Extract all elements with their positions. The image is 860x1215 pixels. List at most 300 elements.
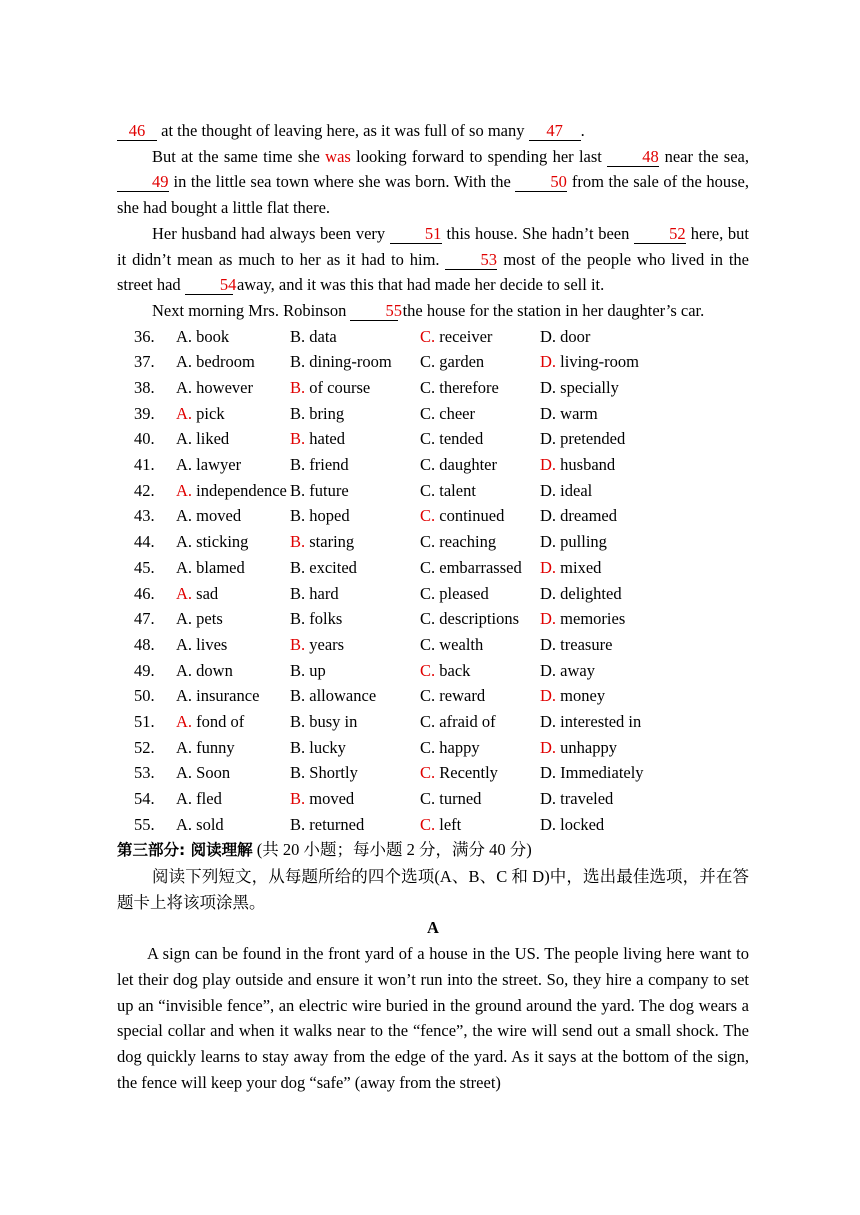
option-text: specially	[560, 378, 619, 397]
option-letter: C.	[420, 429, 436, 449]
option-text: lawyer	[196, 455, 242, 475]
option-letter: D.	[540, 583, 557, 603]
option-c	[420, 375, 540, 401]
option-a	[176, 812, 290, 838]
option-text: pleased	[439, 583, 489, 603]
option-text: locked	[560, 814, 605, 834]
question-row-53	[117, 760, 749, 786]
option-c	[420, 786, 540, 812]
option-c	[420, 401, 540, 427]
option-b	[290, 760, 420, 786]
option-letter: C.	[420, 609, 436, 629]
answer-letter: A.	[176, 583, 193, 603]
answer-letter: D.	[540, 686, 557, 706]
option-d	[540, 709, 660, 735]
option-text: door	[560, 326, 591, 346]
question-row-47	[117, 606, 749, 632]
question-number: 51.	[134, 711, 155, 731]
answer-letter: D.	[540, 609, 557, 629]
option-text: blamed	[196, 557, 245, 577]
option-text: reaching	[439, 532, 497, 552]
option-a	[176, 452, 290, 478]
option-letter: C.	[420, 583, 436, 603]
option-letter: B.	[290, 557, 306, 577]
option-text: sticking	[196, 532, 249, 552]
option-d	[540, 812, 660, 838]
option-text: unhappy	[560, 737, 617, 757]
answer-letter: C.	[420, 763, 436, 783]
option-letter: D.	[540, 480, 557, 500]
question-row-36	[117, 324, 749, 350]
option-letter: C.	[420, 686, 436, 706]
option-letter: B.	[290, 660, 306, 680]
option-b	[290, 401, 420, 427]
option-d	[540, 683, 660, 709]
option-text: interested in	[560, 711, 642, 731]
option-text: busy in	[309, 711, 358, 731]
question-list	[117, 324, 749, 838]
option-c	[420, 632, 540, 658]
question-number: 52.	[134, 737, 155, 757]
option-c	[420, 503, 540, 529]
question-row-52	[117, 735, 749, 761]
option-letter: B.	[290, 352, 306, 372]
option-c	[420, 709, 540, 735]
option-text: away	[560, 660, 595, 680]
question-number: 41.	[134, 455, 155, 475]
option-text: money	[560, 686, 606, 706]
highlighted-was: was	[325, 146, 351, 166]
option-letter: D.	[540, 403, 557, 423]
option-text: down	[196, 660, 233, 680]
option-d	[540, 632, 660, 658]
option-d	[540, 426, 660, 452]
option-text: happy	[439, 737, 480, 757]
option-a	[176, 324, 290, 350]
option-text: pulling	[560, 532, 607, 552]
option-letter: A.	[176, 634, 193, 654]
option-d	[540, 324, 660, 350]
option-c	[420, 812, 540, 838]
document-content	[117, 118, 749, 1095]
question-row-55	[117, 812, 749, 838]
option-c	[420, 324, 540, 350]
option-letter: D.	[540, 711, 557, 731]
option-b	[290, 581, 420, 607]
option-d	[540, 735, 660, 761]
answer-letter: D.	[540, 352, 557, 372]
option-text: ideal	[560, 480, 593, 500]
option-d	[540, 349, 660, 375]
option-text: bedroom	[196, 352, 255, 372]
question-row-43	[117, 503, 749, 529]
question-row-41	[117, 452, 749, 478]
option-text: up	[309, 660, 326, 680]
question-number: 46.	[134, 583, 155, 603]
option-b	[290, 709, 420, 735]
option-b	[290, 812, 420, 838]
question-number: 42.	[134, 480, 155, 500]
passage-a-heading: A	[427, 918, 439, 938]
option-b	[290, 349, 420, 375]
option-letter: D.	[540, 532, 557, 552]
option-a	[176, 529, 290, 555]
question-row-39	[117, 401, 749, 427]
option-a	[176, 760, 290, 786]
option-letter: A.	[176, 429, 193, 449]
answer-letter: C.	[420, 506, 436, 526]
option-text: delighted	[560, 583, 622, 603]
option-text: turned	[439, 789, 482, 808]
option-text: staring	[309, 532, 355, 552]
option-text: traveled	[560, 789, 614, 808]
answer-letter: C.	[420, 814, 436, 834]
option-text: of course	[309, 378, 371, 397]
question-row-54	[117, 786, 749, 812]
option-text: bring	[309, 403, 345, 423]
option-text: Shortly	[309, 763, 358, 783]
option-letter: C.	[420, 789, 436, 808]
option-c	[420, 760, 540, 786]
option-text: wealth	[439, 634, 484, 654]
option-text: moved	[196, 506, 242, 526]
option-d	[540, 375, 660, 401]
option-letter: B.	[290, 686, 306, 706]
passage-a-text: A sign can be found in the front yard of a house in the US. The people living here want to let their dog play outside and ensure it won’t run into the street. So, they hire a company to set up an “invisible fence”, an electric wire buried in the ground around the yard. The dog wears a special collar and when it walks near to the “fence”, the wire will send out a small shock. The dog quickly learns to stay away from the edge of the yard. As it says at the bottom of the sign, the fence will keep your dog “safe” (away from the street)	[117, 944, 749, 1092]
option-letter: D.	[540, 789, 557, 808]
option-b	[290, 735, 420, 761]
option-text: treasure	[560, 634, 613, 654]
option-letter: B.	[290, 609, 306, 629]
option-letter: A.	[176, 455, 193, 475]
option-text: lucky	[309, 737, 346, 757]
option-c	[420, 452, 540, 478]
option-text: Immediately	[560, 763, 644, 783]
option-text: dreamed	[560, 506, 617, 526]
option-letter: C.	[420, 557, 436, 577]
option-text: warm	[560, 403, 598, 423]
question-row-40	[117, 426, 749, 452]
question-number: 43.	[134, 506, 155, 526]
option-d	[540, 581, 660, 607]
option-d	[540, 503, 660, 529]
question-number: 49.	[134, 660, 155, 680]
option-letter: B.	[290, 506, 306, 526]
option-letter: D.	[540, 814, 557, 834]
option-text: mixed	[560, 557, 602, 577]
question-number: 40.	[134, 429, 155, 449]
answer-letter: C.	[420, 326, 436, 346]
blank-48: 48	[607, 147, 659, 167]
option-text: garden	[439, 352, 485, 372]
option-letter: A.	[176, 532, 193, 552]
option-text: funny	[196, 737, 235, 757]
option-letter: A.	[176, 737, 193, 757]
option-letter: A.	[176, 763, 193, 783]
option-letter: C.	[420, 532, 436, 552]
option-c	[420, 426, 540, 452]
question-number: 54.	[134, 789, 155, 808]
option-d	[540, 478, 660, 504]
option-letter: B.	[290, 763, 306, 783]
option-c	[420, 555, 540, 581]
option-text: left	[439, 814, 462, 834]
option-letter: D.	[540, 763, 557, 783]
option-a	[176, 349, 290, 375]
blank-53: 53	[445, 250, 497, 270]
option-text: fled	[196, 789, 222, 808]
blank-52: 52	[634, 224, 686, 244]
question-row-49	[117, 658, 749, 684]
option-text: however	[196, 378, 253, 397]
option-text: hated	[309, 429, 345, 449]
question-row-37	[117, 349, 749, 375]
option-b	[290, 555, 420, 581]
option-text: pretended	[560, 429, 626, 449]
option-d	[540, 760, 660, 786]
option-b	[290, 658, 420, 684]
option-text: memories	[560, 609, 626, 629]
option-a	[176, 632, 290, 658]
option-letter: A.	[176, 660, 193, 680]
blank-49: 49	[117, 172, 169, 192]
option-letter: B.	[290, 737, 306, 757]
option-c	[420, 529, 540, 555]
option-text: daughter	[439, 455, 497, 475]
option-text: excited	[309, 557, 357, 577]
option-text: continued	[439, 506, 505, 526]
blank-51: 51	[390, 224, 442, 244]
option-letter: D.	[540, 660, 557, 680]
option-text: friend	[309, 455, 349, 475]
option-letter: A.	[176, 609, 193, 629]
option-d	[540, 452, 660, 478]
option-letter: B.	[290, 814, 306, 834]
answer-letter: B.	[290, 634, 306, 654]
blank-50: 50	[515, 172, 567, 192]
option-text: Soon	[196, 763, 231, 783]
option-letter: C.	[420, 480, 436, 500]
answer-letter: D.	[540, 557, 557, 577]
option-letter: C.	[420, 352, 436, 372]
question-number: 39.	[134, 403, 155, 423]
option-letter: A.	[176, 789, 193, 808]
passage-line-46-47: 46 at the thought of leaving here, as it was full of so many 47 .	[117, 118, 749, 144]
option-text: returned	[309, 814, 365, 834]
blank-55: 55	[350, 301, 398, 321]
option-letter: D.	[540, 429, 557, 449]
option-a	[176, 786, 290, 812]
option-c	[420, 581, 540, 607]
option-letter: A.	[176, 814, 193, 834]
answer-letter: C.	[420, 660, 436, 680]
option-text: insurance	[196, 686, 260, 706]
option-text: dining-room	[309, 352, 392, 372]
option-letter: C.	[420, 634, 436, 654]
option-a	[176, 735, 290, 761]
option-a	[176, 401, 290, 427]
option-text: allowance	[309, 686, 377, 706]
option-text: Recently	[439, 763, 498, 783]
option-text: future	[309, 480, 349, 500]
answer-letter: B.	[290, 532, 306, 552]
question-row-42	[117, 478, 749, 504]
option-b	[290, 683, 420, 709]
question-number: 36.	[134, 326, 155, 346]
option-letter: C.	[420, 455, 436, 475]
question-number: 48.	[134, 634, 155, 654]
option-letter: B.	[290, 455, 306, 475]
answer-letter: D.	[540, 737, 557, 757]
option-a	[176, 606, 290, 632]
question-row-50	[117, 683, 749, 709]
section-3-info: (共 20 小题；每小题 2 分，满分 40 分)	[252, 840, 532, 860]
option-text: independence	[196, 480, 287, 500]
option-b	[290, 632, 420, 658]
option-b	[290, 786, 420, 812]
option-a	[176, 555, 290, 581]
passage-paragraph-2: But at the same time she was looking forward to spending her last 48 near the sea, 49 in the little sea town where she was born. With the 50 from the sale of the house, she had bought a little flat there.	[117, 146, 750, 218]
option-text: years	[309, 634, 345, 654]
option-a	[176, 709, 290, 735]
option-text: talent	[439, 480, 476, 500]
option-text: descriptions	[439, 609, 520, 629]
option-letter: C.	[420, 711, 436, 731]
option-text: tended	[439, 429, 484, 449]
answer-letter: A.	[176, 403, 193, 423]
option-letter: D.	[540, 506, 557, 526]
option-letter: A.	[176, 326, 193, 346]
section-3-title: 第三部分: 阅读理解	[117, 841, 253, 860]
option-d	[540, 401, 660, 427]
question-number: 38.	[134, 378, 155, 397]
option-letter: B.	[290, 583, 306, 603]
option-text: liked	[196, 429, 230, 449]
option-letter: B.	[290, 403, 306, 423]
option-text: sold	[196, 814, 224, 834]
option-text: book	[196, 326, 230, 346]
option-text: folks	[309, 609, 343, 629]
option-text: moved	[309, 789, 355, 808]
option-c	[420, 349, 540, 375]
option-letter: D.	[540, 634, 557, 654]
option-letter: A.	[176, 378, 193, 397]
option-b	[290, 529, 420, 555]
passage-paragraph-3: Her husband had always been very 51 this house. She hadn’t been 52 here, but it didn’t mean as much to her as it had to him. 53 most of the people who lived in the street had 54 away, and it was this that had made her decide to sell it.	[117, 223, 750, 295]
option-letter: A.	[176, 686, 193, 706]
blank-47: 47	[529, 121, 581, 141]
option-text: hoped	[309, 506, 350, 526]
answer-letter: B.	[290, 789, 306, 808]
option-a	[176, 503, 290, 529]
question-number: 44.	[134, 532, 155, 552]
option-b	[290, 452, 420, 478]
option-text: afraid of	[439, 711, 496, 731]
answer-letter: B.	[290, 429, 306, 449]
option-letter: A.	[176, 506, 193, 526]
option-text: fond of	[196, 711, 245, 731]
option-c	[420, 606, 540, 632]
option-text: husband	[560, 455, 616, 475]
blank-46: 46	[117, 121, 157, 141]
option-letter: B.	[290, 480, 306, 500]
question-row-44	[117, 529, 749, 555]
option-a	[176, 581, 290, 607]
option-letter: C.	[420, 737, 436, 757]
answer-letter: B.	[290, 378, 306, 397]
option-letter: C.	[420, 378, 436, 397]
option-text: back	[439, 660, 471, 680]
option-text: therefore	[439, 378, 499, 397]
option-d	[540, 529, 660, 555]
passage-paragraph-4: Next morning Mrs. Robinson 55 the house for the station in her daughter’s car.	[152, 300, 705, 320]
question-number: 50.	[134, 686, 155, 706]
question-number: 47.	[134, 609, 155, 629]
option-b	[290, 478, 420, 504]
option-letter: D.	[540, 378, 557, 397]
question-row-38	[117, 375, 749, 401]
option-b	[290, 503, 420, 529]
option-d	[540, 555, 660, 581]
blank-54: 54	[185, 275, 233, 295]
option-text: living-room	[560, 352, 639, 372]
option-b	[290, 606, 420, 632]
answer-letter: D.	[540, 455, 557, 475]
option-d	[540, 658, 660, 684]
question-number: 45.	[134, 557, 155, 577]
option-a	[176, 375, 290, 401]
option-text: cheer	[439, 403, 475, 423]
question-row-45	[117, 555, 749, 581]
question-row-48	[117, 632, 749, 658]
question-number: 55.	[134, 814, 155, 834]
option-letter: A.	[176, 352, 193, 372]
option-a	[176, 658, 290, 684]
option-a	[176, 683, 290, 709]
question-row-51	[117, 709, 749, 735]
option-letter: A.	[176, 557, 193, 577]
option-letter: C.	[420, 403, 436, 423]
option-c	[420, 658, 540, 684]
option-text: hard	[309, 583, 339, 603]
option-text: data	[309, 326, 337, 346]
section-3-instruction: 阅读下列短文，从每题所给的四个选项(A、B、C 和 D)中，选出最佳选项，并在答题卡上将该项涂黑。	[117, 867, 749, 912]
option-b	[290, 324, 420, 350]
option-b	[290, 426, 420, 452]
option-letter: B.	[290, 711, 306, 731]
option-text: receiver	[439, 326, 493, 346]
option-d	[540, 606, 660, 632]
answer-letter: A.	[176, 711, 193, 731]
option-text: lives	[196, 634, 228, 654]
option-text: embarrassed	[439, 557, 522, 577]
question-number: 37.	[134, 352, 155, 372]
answer-letter: A.	[176, 480, 193, 500]
question-number: 53.	[134, 763, 155, 783]
option-c	[420, 683, 540, 709]
question-row-46	[117, 581, 749, 607]
option-a	[176, 426, 290, 452]
option-a	[176, 478, 290, 504]
option-d	[540, 786, 660, 812]
option-text: reward	[439, 686, 486, 706]
option-c	[420, 478, 540, 504]
option-c	[420, 735, 540, 761]
option-letter: B.	[290, 326, 306, 346]
option-text: pets	[196, 609, 223, 629]
option-letter: D.	[540, 326, 557, 346]
option-text: pick	[196, 403, 225, 423]
